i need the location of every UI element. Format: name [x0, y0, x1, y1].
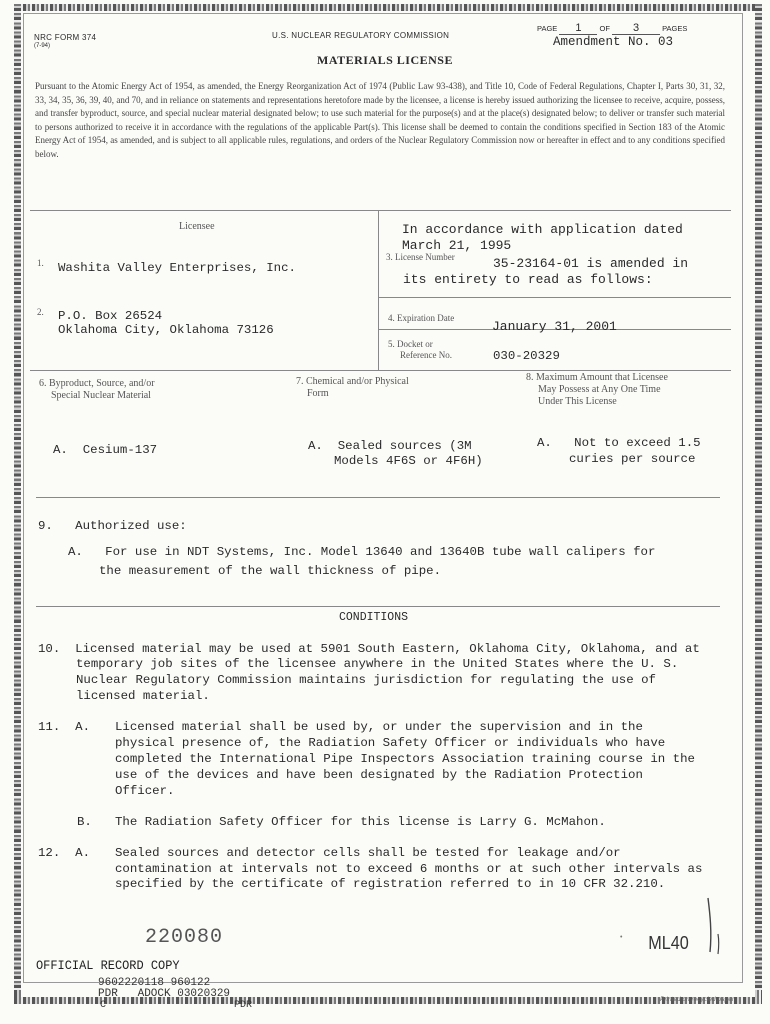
condition-10-line-4: licensed material.: [76, 689, 210, 703]
column-7-label-line-2: Form: [307, 388, 329, 399]
condition-11a-line-2: physical presence of, the Radiation Safety Officer or individuals who have: [115, 736, 666, 750]
filing-stamp-line-1: 9602220118 960122: [98, 977, 211, 989]
filing-stamp-line-3b: PDR: [234, 1000, 253, 1011]
handwritten-mark: [700, 894, 728, 958]
condition-10-line-1: 10. Licensed material may be used at 5901 South Eastern, Oklahoma City, Oklahoma, and at: [38, 642, 700, 656]
agency-name: U.S. NUCLEAR REGULATORY COMMISSION: [272, 31, 450, 40]
amount-a-line-2: curies per source: [569, 452, 696, 466]
page-indicator: [537, 22, 737, 35]
application-date: March 21, 1995: [402, 238, 512, 253]
stamp-number: 220080: [145, 926, 224, 949]
license-number-divider: [378, 297, 731, 298]
authorized-use-item-a-line-2: the measurement of the wall thickness of pipe.: [99, 564, 442, 578]
docket-value: 030-20329: [493, 349, 560, 363]
license-amended-text: its entirety to read as follows:: [403, 272, 653, 287]
official-record-copy: OFFICIAL RECORD COPY: [36, 958, 180, 973]
licensee-address-line-2: Oklahoma City, Oklahoma 73126: [58, 323, 274, 337]
licensee-heading: Licensee: [179, 221, 215, 232]
ml-code: ML40: [648, 933, 689, 953]
form-a-line-2: Models 4F6S or 4F6H): [334, 454, 483, 468]
authorized-use-item-a-line-1: A. For use in NDT Systems, Inc. Model 13640 and 13640B tube wall calipers for: [68, 545, 656, 559]
pages-label: PAGES: [662, 24, 688, 33]
amendment-number: Amendment No. 03: [553, 35, 674, 49]
licensee-column-divider: [378, 210, 379, 370]
form-date: (7-94): [34, 43, 51, 49]
column-8-label-line-2: May Possess at Any One Time: [538, 384, 661, 395]
expiration-date-value: January 31, 2001: [492, 319, 617, 334]
column-8-label-line-3: Under This License: [538, 396, 617, 407]
conditions-heading: CONDITIONS: [339, 611, 409, 624]
condition-12a-line-3: specified by the certificate of registration referred to in 10 CFR 32.210.: [115, 877, 666, 891]
license-number-value: 35-23164-01 is amended in: [493, 256, 689, 271]
licensee-address-line-1: P.O. Box 26524: [58, 309, 163, 323]
licensee-item-number-1: 1.: [37, 258, 44, 268]
form-a-line-1: A. Sealed sources (3M: [308, 439, 472, 453]
column-6-label-line-1: 6. Byproduct, Source, and/or: [39, 378, 155, 389]
condition-11b-text: The Radiation Safety Officer for this license is Larry G. McMahon.: [115, 815, 606, 829]
material-a: A. Cesium-137: [53, 443, 158, 457]
stamp-dot: •: [620, 934, 623, 941]
condition-12a-line-2: contamination at intervals not to exceed 6 months or at such other intervals as: [115, 862, 703, 876]
of-label: OF: [599, 24, 610, 33]
section-divider-top: [30, 210, 731, 211]
column-6-label-line-2: Special Nuclear Material: [51, 390, 151, 401]
licensee-item-number-2: 2.: [37, 307, 44, 317]
total-pages: 3: [612, 22, 660, 35]
condition-10-line-2: temporary job sites of the licensee anywhere in the United States where the U. S.: [76, 657, 679, 671]
condition-11a-line-1: Licensed material shall be used by, or under the supervision and in the: [115, 720, 643, 734]
filing-stamp-line-2: PDR ADOCK 03020329: [98, 988, 231, 1000]
authorized-use-heading: 9. Authorized use:: [38, 519, 187, 533]
condition-11a-line-4: use of the devices and have been designated by the Radiation Protection: [115, 768, 643, 782]
authorized-use-divider: [36, 497, 720, 498]
page-label: PAGE: [537, 24, 558, 33]
condition-12-number: 12. A.: [38, 846, 91, 860]
docket-label-line-1: 5. Docket or: [388, 339, 433, 349]
form-number: NRC FORM 374: [34, 33, 97, 42]
page-number: 1: [559, 22, 597, 35]
amount-a-line-1: A. Not to exceed 1.5: [537, 436, 701, 450]
docket-label-line-2: Reference No.: [400, 350, 452, 360]
document-title: MATERIALS LICENSE: [317, 53, 453, 67]
recycled-paper-note: Printed on recycled paper: [660, 996, 735, 1003]
filing-stamp-line-3: C: [100, 1000, 107, 1011]
column-7-label-line-1: 7. Chemical and/or Physical: [296, 376, 409, 387]
condition-11a-line-5: Officer.: [115, 784, 175, 798]
license-number-label: 3. License Number: [386, 252, 455, 262]
column-8-label-line-1: 8. Maximum Amount that Licensee: [526, 372, 668, 383]
condition-10-line-3: Nuclear Regulatory Commission maintains jurisdiction for regulating the use of: [76, 673, 656, 687]
materials-divider: [30, 370, 731, 371]
condition-11-number: 11. A.: [38, 720, 91, 734]
condition-11b-number: B.: [77, 815, 92, 829]
licensee-name: Washita Valley Enterprises, Inc.: [58, 261, 296, 275]
expiration-date-label: 4. Expiration Date: [388, 313, 455, 323]
condition-11a-line-3: completed the International Pipe Inspectors Association training course in the: [115, 752, 695, 766]
application-text: In accordance with application dated: [402, 222, 683, 237]
condition-12a-line-1: Sealed sources and detector cells shall be tested for leakage and/or: [115, 846, 621, 860]
preamble-text: Pursuant to the Atomic Energy Act of 1954, as amended, the Energy Reorganization Act of 1974 (Public Law 93-438), and Title 10, Code of Federal Regulations, Chapter I, Parts 30, 31, 32, 33, 34, 35, 36, 39, 40, and 70, and in reliance on statements and representations heretofore made by the licensee, a license is hereby issued authorizing the licensee to receive, acquire, possess, and transfer byproduct, source, and special nuclear material designated below; to use such material for the purpose(s) and at the place(s) designated below; to deliver or transfer such material to persons authorized to receive it in accordance with the regulations of the applicable Part(s). This license shall be deemed to contain the conditions specified in Section 183 of the Atomic Energy Act of 1954, as amended, and is subject to all applicable rules, regulations, and orders of the Nuclear Regulatory Commission now or hereafter in effect and to any conditions specified below.: [35, 81, 725, 159]
conditions-divider: [36, 606, 720, 607]
